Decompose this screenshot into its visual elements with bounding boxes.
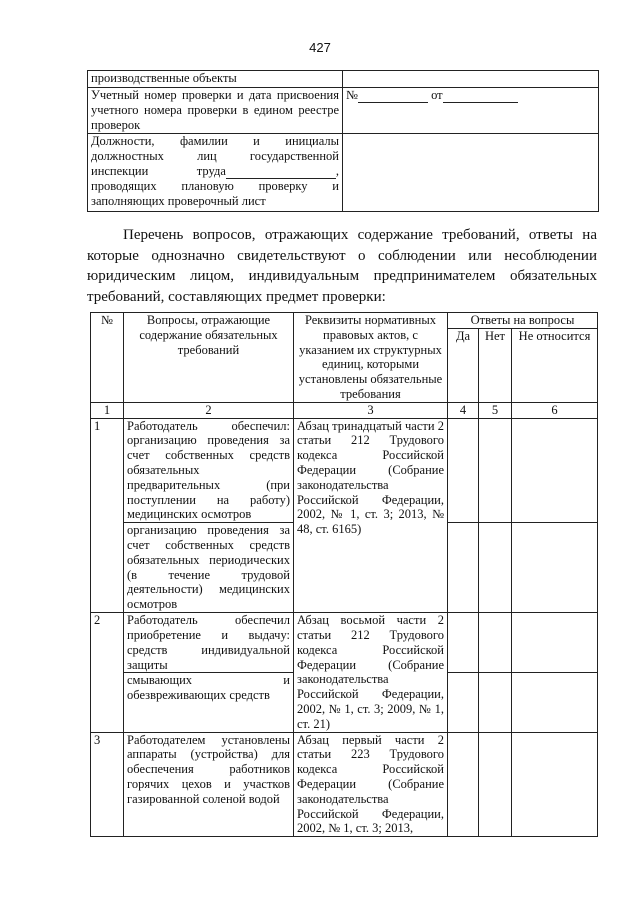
answer-na-cell[interactable] bbox=[512, 613, 598, 673]
answer-no-cell[interactable] bbox=[479, 613, 512, 673]
answer-na-cell[interactable] bbox=[512, 732, 598, 837]
header-row-inspectors bbox=[88, 134, 599, 212]
requisites-cell: Абзац первый части 2 статьи 223 Трудового кодекса Российской Федерации (Собрание законодательства Российской Федерации, 2002, № 1, ст. 3; 2013, bbox=[294, 732, 448, 837]
answer-no-cell[interactable] bbox=[479, 523, 512, 613]
col-header-requisites: Реквизиты нормативных правовых актов, с указанием их структурных единиц, которыми установлены обязательные требования bbox=[294, 313, 448, 403]
answer-yes-cell[interactable] bbox=[448, 673, 479, 732]
col-number: 2 bbox=[124, 402, 294, 418]
objects-label: производственные объекты bbox=[88, 71, 343, 88]
col-number: 3 bbox=[294, 402, 448, 418]
question-cell: организацию проведения за счет собственных средств обязательных периодических (в течение трудовой деятельности) медицинских осмотров bbox=[124, 523, 294, 613]
answer-na-cell[interactable] bbox=[512, 523, 598, 613]
row-number: 2 bbox=[91, 613, 124, 732]
col-header-num: № bbox=[91, 313, 124, 403]
question-cell: Работодателем установлены аппараты (устройства) для обеспечения работников горячих цехов и участков газированной соленой водой bbox=[124, 732, 294, 837]
col-header-yes: Да bbox=[448, 328, 479, 402]
registration-label: Учетный номер проверки и дата присвоения учетного номера проверки в едином реестре проверок bbox=[88, 88, 343, 134]
row-number: 3 bbox=[91, 732, 124, 837]
page-number: 427 bbox=[309, 40, 331, 55]
col-number: 6 bbox=[512, 402, 598, 418]
registration-number-blank bbox=[358, 102, 428, 103]
question-cell: Работодатель обеспечил: организацию проведения за счет собственных средств обязательных предварительных (при поступлении на работу) медицинских осмотров bbox=[124, 418, 294, 523]
registration-value bbox=[343, 88, 599, 134]
answer-no-cell[interactable] bbox=[479, 732, 512, 837]
column-number-row bbox=[91, 402, 598, 418]
inspectors-label-b: проводящих плановую проверку и заполняющих проверочный лист bbox=[91, 179, 339, 208]
col-header-na: Не относится bbox=[512, 328, 598, 402]
inspectors-label-a: Должности, фамилии и инициалы должностных лиц государственной инспекции труда bbox=[91, 134, 339, 178]
question-cell: Работодатель обеспечил приобретение и выдачу: средств индивидуальной защиты bbox=[124, 613, 294, 673]
answer-yes-cell[interactable] bbox=[448, 523, 479, 613]
requisites-cell: Абзац восьмой части 2 статьи 212 Трудового кодекса Российской Федерации (Собрание законодательства Российской Федерации, 2002, № 1, ст. 3; 2009, № 1, ст. 21) bbox=[294, 613, 448, 732]
header-row-top bbox=[91, 313, 598, 329]
table-row bbox=[91, 732, 598, 837]
col-header-no: Нет bbox=[479, 328, 512, 402]
header-row-registration bbox=[88, 88, 599, 134]
checklist-intro: Перечень вопросов, отражающих содержание требований, ответы на которые однозначно свидетельствуют о соблюдении или несоблюдении юридическим лицом, индивидуальным предпринимателем обязательных требований, составляющих предмет проверки: bbox=[87, 227, 597, 305]
answer-no-cell[interactable] bbox=[479, 673, 512, 732]
header-row-objects bbox=[88, 71, 599, 88]
table-row bbox=[91, 418, 598, 523]
inspection-header-table bbox=[87, 70, 599, 212]
registration-number-mark: № bbox=[346, 88, 358, 102]
requisites-cell: Абзац тринадцатый части 2 статьи 212 Трудового кодекса Российской Федерации (Собрание законодательства Российской Федерации, 2002, № 1, ст. 3; 2013, № 48, ст. 6165) bbox=[294, 418, 448, 613]
question-cell: смывающих и обезвреживающих средств bbox=[124, 673, 294, 732]
col-number: 4 bbox=[448, 402, 479, 418]
objects-value bbox=[343, 71, 599, 88]
table-row bbox=[91, 613, 598, 673]
col-number: 1 bbox=[91, 402, 124, 418]
answer-na-cell[interactable] bbox=[512, 673, 598, 732]
inspectors-value bbox=[343, 134, 599, 212]
col-header-questions: Вопросы, отражающие содержание обязательных требований bbox=[124, 313, 294, 403]
answer-na-cell[interactable] bbox=[512, 418, 598, 523]
col-number: 5 bbox=[479, 402, 512, 418]
answer-yes-cell[interactable] bbox=[448, 732, 479, 837]
answer-yes-cell[interactable] bbox=[448, 613, 479, 673]
inspectors-label: Должности, фамилии и инициалы должностных лиц государственной инспекции труда , проводящих плановую проверку и заполняющих проверочный лист bbox=[88, 134, 343, 212]
checklist-table bbox=[90, 312, 598, 837]
col-header-answers: Ответы на вопросы bbox=[448, 313, 598, 329]
answer-yes-cell[interactable] bbox=[448, 418, 479, 523]
answer-no-cell[interactable] bbox=[479, 418, 512, 523]
row-number: 1 bbox=[91, 418, 124, 613]
registration-date-blank bbox=[443, 102, 518, 103]
registration-from-mark: от bbox=[431, 88, 443, 102]
